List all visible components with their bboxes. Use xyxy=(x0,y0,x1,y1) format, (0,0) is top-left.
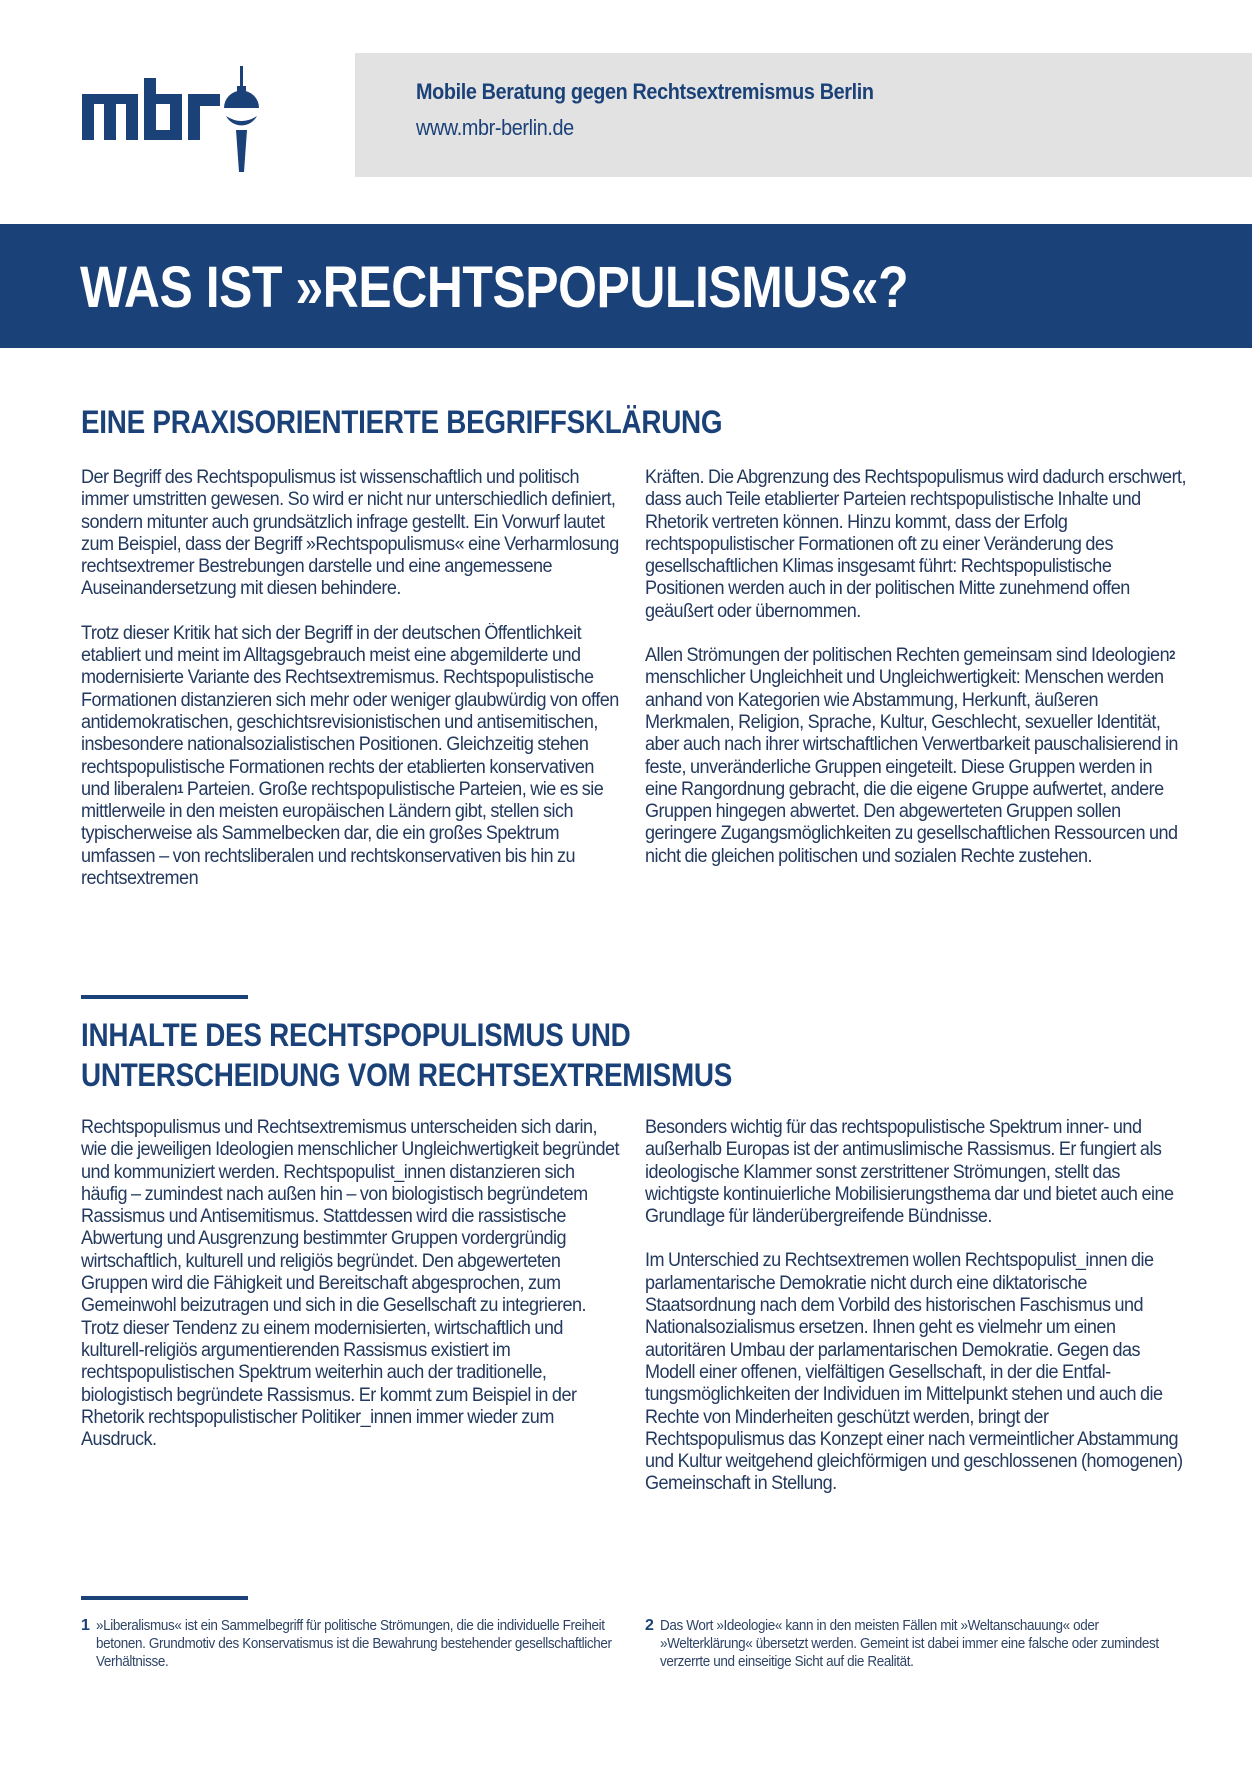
section-heading-inhalte-line2: UNTERSCHEIDUNG VOM RECHTSEXTREMISMUS xyxy=(81,1057,733,1093)
footnote-text: Das Wort »Ideologie« kann in den meisten Fällen mit »Weltanschauung« oder »Welterklärung« übersetzt werden. Gemeint ist dabei immer eine falsche oder zumindest verzerrte und einseitige Sicht auf die Realität. xyxy=(660,1618,1159,1670)
mbr-logo xyxy=(80,64,270,174)
section1-left-column xyxy=(81,467,621,912)
paragraph: Der Begriff des Rechtspopulismus ist wissenschaftlich und politisch immer umstritten gewesen. So wird er nicht nur unterschiedlich definiert, sondern mitunter auch grundsätzlich infrage gestellt. Ein Vorwurf lautet zum Beispiel, dass der Begriff »Rechtspopulismus« eine Verharmlosung rechtsextremer Bestrebungen darstelle und eine angemessene Auseinandersetzung mit diesen behindere. xyxy=(81,467,619,600)
section2-right-column xyxy=(645,1117,1185,1518)
section-heading-begriffsklaerung: EINE PRAXISORIENTIERTE BEGRIFFSKLÄRUNG xyxy=(81,404,723,440)
footnote-text: »Liberalismus« ist ein Sammelbegriff für politische Strömungen, die die individuelle Freiheit betonen. Grundmotiv des Konservatismus ist die Bewahrung bestehender gesellschaftlicher Verhältnisse. xyxy=(96,1618,612,1670)
footnote-ref-2[interactable]: 2 xyxy=(1169,648,1175,663)
section2-left-column xyxy=(81,1117,621,1473)
title-banner xyxy=(0,224,1252,348)
footnote-ref-1[interactable]: 1 xyxy=(177,781,183,796)
paragraph: Rechtspopulismus und Rechtsextremismus unterscheiden sich darin, wie die jeweiligen Ideologien menschlicher Ungleichwertigkeit begründet und kommuniziert werden. Rechtspopulist_innen distanzieren sich häufig – zumindest nach außen hin – von biologistisch begründetem Rassismus und Antisemitismus. Stattdessen wird die rassistische Abwertung und Ausgrenzung bestimmter Gruppen vordergründig wirtschaftlich, kulturell und religiös begründet. Den abgewerteten Gruppen wird die Fähigkeit und Bereitschaft abgesprochen, zum Gemeinwohl beizutragen und sich in die Gesellschaft zu integrieren. Trotz dieser Tendenz zu einem modernisierten, wirtschaftlich und kulturell-religiös argumentierenden Rassismus existiert im rechtspopulistischen Spektrum weiterhin auch der traditionelle, biologistisch begründete Rassismus. Er kommt zum Beispiel in der Rhetorik rechtspopulistischer Politiker_innen immer wieder zum Ausdruck. xyxy=(81,1117,619,1451)
organization-name: Mobile Beratung gegen Rechtsextremismus Berlin xyxy=(416,79,874,104)
footnote-number: 1 xyxy=(81,1617,90,1634)
website-link[interactable]: www.mbr-berlin.de xyxy=(416,115,574,140)
paragraph: Besonders wichtig für das rechtspopulistische Spektrum inner- und außerhalb Europas ist der antimuslimische Rassismus. Er fungiert als ideologische Klammer sonst zerstrittener Strömungen, stellt das wichtigste kontinuierliche Mobilisierungsthema dar und bietet auch eine Grundlage für länderübergreifende Bündnisse. xyxy=(645,1117,1174,1228)
section-divider xyxy=(81,995,248,999)
tv-tower-logo-icon xyxy=(80,64,270,174)
footnote-1 xyxy=(81,1617,621,1671)
paragraph: Allen Strömungen der politischen Rechten gemeinsam sind Ideologien$^2$ menschlicher Ungleichheit und Ungleichwertigkeit: Menschen werden anhand von Kategorien wie Abstammung, Herkunft, äußeren Merkmalen, Religion, Sprache, Kultur, Geschlecht, sexueller Identität, aber auch nach ihrer wirtschaftlichen Verwertbarkeit pauschalisierend in feste, unveränderliche Gruppen eingeteilt. Diese Gruppen werden in eine Rangordnung gebracht, die die eigene Gruppe aufwertet, andere Gruppen hingegen abwertet. Den abgewerteten Gruppen sollen geringere Zugangsmöglichkeiten zu gesellschaftlichen Ressourcen und nicht die gleichen politischen und sozialen Rechte zustehen. xyxy=(645,645,1178,867)
header-banner xyxy=(355,53,1252,177)
footnote-number: 2 xyxy=(645,1617,654,1634)
page-title: WAS IST »RECHTSPOPULISMUS«? xyxy=(80,255,909,320)
paragraph: Im Unterschied zu Rechtsextremen wollen Rechtspopulist_innen die parlamentarische Demokratie nicht durch eine diktatorische Staatsordnung nach dem Vorbild des historischen Faschismus und Nationalsozialismus ersetzen. Ihnen geht es vielmehr um einen autoritären Umbau der parlamentarischen Demokratie. Gegen das Modell einer offenen, vielfältigen Gesellschaft, in der die Entfaltungsmöglichkeiten der Individuen im Mittelpunkt stehen und auch die Rechte von Minderheiten geschützt werden, bringt der Rechtspopulismus das Konzept einer nach vermeintlicher Abstammung und Kultur weitgehend gleichförmigen und geschlossenen (homogenen) Gemeinschaft in Stellung. xyxy=(645,1250,1183,1495)
footnote-2 xyxy=(645,1617,1185,1671)
footnote-divider xyxy=(81,1596,248,1600)
section-heading-inhalte-line1: INHALTE DES RECHTSPOPULISMUS UND xyxy=(81,1017,631,1053)
paragraph: Trotz dieser Kritik hat sich der Begriff in der deutschen Öffentlichkeit etabliert und meint im Alltagsgebrauch meist eine abgemilderte und modernisierte Variante des Rechtsextremismus. Rechtspopulistische Formationen distanzieren sich mehr oder weniger glaubwürdig von offen antidemokratischen, geschichtsrevisionistischen und antisemitischen, insbesondere nationalsozialistischen Positionen. Gleichzeitig stehen rechtspopulistische Formationen rechts der etablierten konservativen und liberalen$^1$ Parteien. Große rechtspopulistische Parteien, wie es sie mittlerweile in den meisten europäischen Ländern gibt, stellen sich typischerweise als Sammelbecken dar, die ein großes Spektrum umfassen – von rechtsliberalen und rechtskonservativen bis hin zu rechtsextremen xyxy=(81,622,619,890)
paragraph: Kräften. Die Abgrenzung des Rechtspopulismus wird dadurch erschwert, dass auch Teile etablierter Parteien rechtspopulistische Inhalte und Rhetorik vertreten können. Hinzu kommt, dass der Erfolg rechtspopulistischer Formationen oft zu einer Veränderung des gesellschaftlichen Klimas insgesamt führt: Rechtspopulistische Positionen werden auch in der politischen Mitte zunehmend offen geäußert oder übernommen. xyxy=(645,467,1187,622)
section1-right-column xyxy=(645,467,1185,890)
